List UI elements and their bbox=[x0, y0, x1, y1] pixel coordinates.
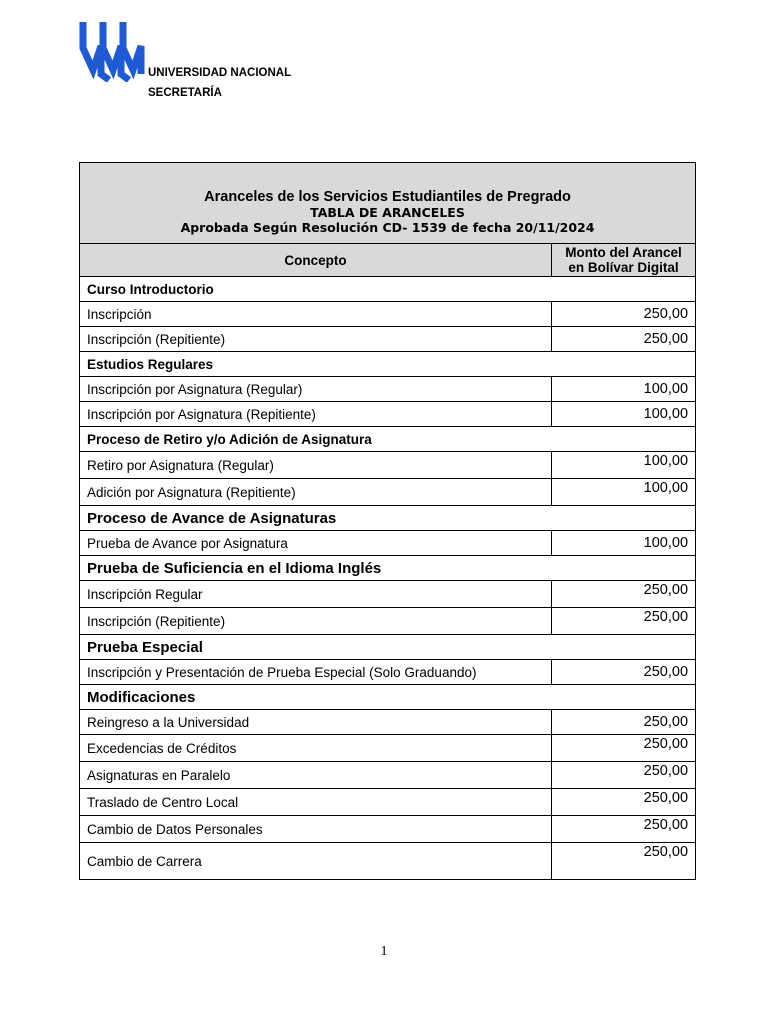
table-row bbox=[80, 531, 696, 556]
section-title: Modificaciones bbox=[80, 685, 696, 710]
section-row bbox=[80, 635, 696, 660]
column-header-row bbox=[80, 244, 696, 277]
concept-cell: Inscripción (Repitiente) bbox=[80, 608, 552, 635]
section-row bbox=[80, 277, 696, 302]
amount-cell: 250,00 bbox=[552, 608, 696, 635]
table-row bbox=[80, 710, 696, 735]
amount-cell: 250,00 bbox=[552, 710, 696, 735]
amount-cell: 100,00 bbox=[552, 531, 696, 556]
table-row bbox=[80, 402, 696, 427]
section-title: Prueba de Suficiencia en el Idioma Inglés bbox=[80, 556, 696, 581]
table-row bbox=[80, 377, 696, 402]
section-row bbox=[80, 556, 696, 581]
fee-table-body bbox=[80, 163, 696, 880]
org-name: UNIVERSIDAD NACIONAL bbox=[148, 67, 292, 79]
concept-cell: Retiro por Asignatura (Regular) bbox=[80, 452, 552, 479]
university-logo-icon bbox=[79, 18, 145, 82]
table-row bbox=[80, 581, 696, 608]
column-header-amount bbox=[552, 244, 696, 277]
table-row bbox=[80, 479, 696, 506]
concept-cell: Reingreso a la Universidad bbox=[80, 710, 552, 735]
column-header-amount-line1: Monto del Arancel bbox=[565, 245, 682, 260]
amount-cell: 250,00 bbox=[552, 762, 696, 789]
table-row bbox=[80, 302, 696, 327]
amount-cell: 100,00 bbox=[552, 377, 696, 402]
concept-cell: Adición por Asignatura (Repitiente) bbox=[80, 479, 552, 506]
concept-cell: Excedencias de Créditos bbox=[80, 735, 552, 762]
section-title: Curso Introductorio bbox=[80, 277, 696, 302]
section-title: Prueba Especial bbox=[80, 635, 696, 660]
section-row bbox=[80, 506, 696, 531]
concept-cell: Inscripción Regular bbox=[80, 581, 552, 608]
column-header-concept: Concepto bbox=[80, 244, 552, 277]
concept-cell: Inscripción y Presentación de Prueba Especial (Solo Graduando) bbox=[80, 660, 552, 685]
table-title: Aranceles de los Servicios Estudiantiles de Pregrado bbox=[204, 188, 571, 205]
section-row bbox=[80, 685, 696, 710]
table-row bbox=[80, 843, 696, 880]
amount-cell: 250,00 bbox=[552, 327, 696, 352]
concept-cell: Prueba de Avance por Asignatura bbox=[80, 531, 552, 556]
amount-cell: 250,00 bbox=[552, 581, 696, 608]
table-header-row bbox=[80, 163, 696, 244]
table-subtitle: TABLA DE ARANCELES bbox=[310, 204, 465, 220]
concept-cell: Inscripción por Asignatura (Regular) bbox=[80, 377, 552, 402]
table-approval: Aprobada Según Resolución CD- 1539 de fecha 20/11/2024 bbox=[180, 219, 595, 235]
section-title: Estudios Regulares bbox=[80, 352, 696, 377]
table-row bbox=[80, 816, 696, 843]
amount-cell: 250,00 bbox=[552, 816, 696, 843]
amount-cell: 100,00 bbox=[552, 479, 696, 506]
page-number: 1 bbox=[380, 944, 388, 959]
amount-cell: 100,00 bbox=[552, 402, 696, 427]
amount-cell: 100,00 bbox=[552, 452, 696, 479]
amount-cell: 250,00 bbox=[552, 735, 696, 762]
table-row bbox=[80, 608, 696, 635]
fee-table bbox=[79, 162, 696, 880]
table-row bbox=[80, 327, 696, 352]
table-row bbox=[80, 660, 696, 685]
amount-cell: 250,00 bbox=[552, 843, 696, 880]
section-title: Proceso de Avance de Asignaturas bbox=[80, 506, 696, 531]
concept-cell: Cambio de Datos Personales bbox=[80, 816, 552, 843]
table-row bbox=[80, 452, 696, 479]
concept-cell: Asignaturas en Paralelo bbox=[80, 762, 552, 789]
concept-cell: Inscripción bbox=[80, 302, 552, 327]
amount-cell: 250,00 bbox=[552, 660, 696, 685]
table-row bbox=[80, 789, 696, 816]
amount-cell: 250,00 bbox=[552, 302, 696, 327]
concept-cell: Cambio de Carrera bbox=[80, 843, 552, 880]
concept-cell: Traslado de Centro Local bbox=[80, 789, 552, 816]
column-header-amount-line2: en Bolívar Digital bbox=[568, 260, 679, 275]
table-row bbox=[80, 735, 696, 762]
section-row bbox=[80, 427, 696, 452]
section-title: Proceso de Retiro y/o Adición de Asignatura bbox=[80, 427, 696, 452]
table-header bbox=[80, 163, 696, 244]
concept-cell: Inscripción (Repitiente) bbox=[80, 327, 552, 352]
concept-cell: Inscripción por Asignatura (Repitiente) bbox=[80, 402, 552, 427]
department-name: SECRETARÍA bbox=[148, 87, 222, 99]
table-row bbox=[80, 762, 696, 789]
section-row bbox=[80, 352, 696, 377]
amount-cell: 250,00 bbox=[552, 789, 696, 816]
